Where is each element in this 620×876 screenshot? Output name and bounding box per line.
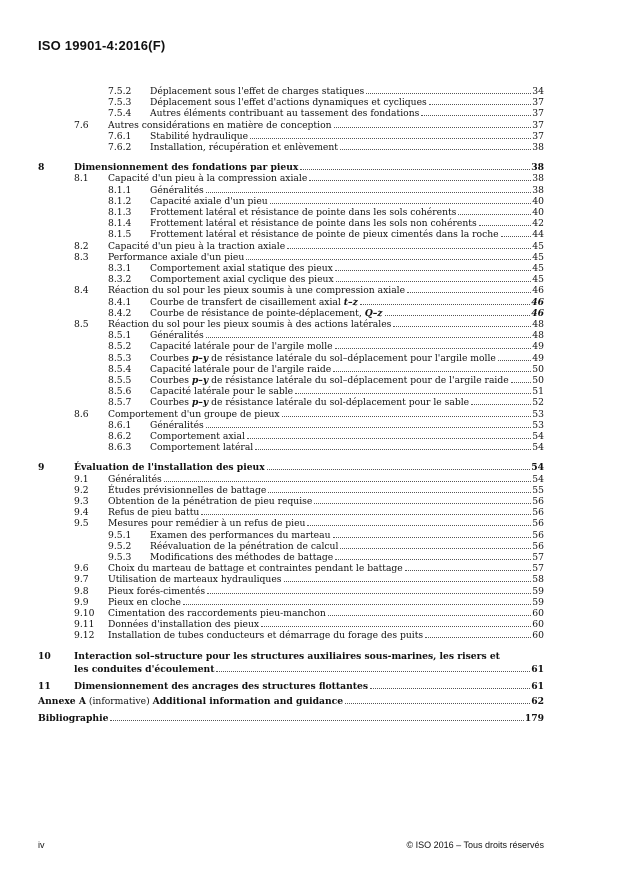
toc-entry-continuation[interactable]	[0, 664, 620, 675]
toc-entry-page: 60	[532, 619, 544, 631]
toc-entry[interactable]	[0, 507, 620, 518]
toc-entry-number: 7.5.4	[108, 108, 132, 120]
toc-entry-number: 9.5.3	[108, 552, 132, 563]
toc-entry-symbol: Q–z	[364, 307, 383, 319]
toc-entry-page: 46	[531, 296, 544, 308]
dot-leader	[425, 637, 531, 638]
toc-entry-number: 8.6.1	[108, 419, 132, 431]
toc-entry-symbol: p–y	[191, 397, 209, 409]
toc-entry-page: 54	[532, 442, 544, 454]
dot-leader	[307, 525, 531, 526]
toc-entry-page: 179	[524, 712, 544, 724]
toc-entry-title: Courbes	[150, 397, 192, 409]
toc-entry[interactable]	[0, 263, 620, 274]
toc-entry-title: Modifications des méthodes de battage	[150, 552, 334, 563]
dot-leader	[247, 438, 531, 439]
toc-entry-page: 38	[532, 184, 544, 196]
dot-leader	[333, 371, 531, 372]
toc-entry-title-rest: de résistance latérale du sol-déplacement pour le sable	[208, 397, 470, 409]
toc-entry-number: 9.6	[74, 563, 89, 575]
toc-entry-page: 45	[532, 240, 544, 252]
toc-entry-page: 54	[532, 473, 544, 485]
toc-entry-title: Courbe de résistance de pointe-déplacement,	[150, 307, 365, 319]
dot-leader	[405, 570, 532, 571]
toc-entry-page: 46	[532, 285, 544, 297]
dot-leader	[201, 514, 531, 515]
toc-entry-title: Réaction du sol pour les pieux soumis à des actions latérales	[108, 319, 392, 330]
toc-entry-number: 9.5.1	[108, 529, 132, 541]
toc-entry-number: 8.5.2	[108, 341, 132, 353]
toc-entry-title: Dimensionnement des fondations par pieux	[74, 162, 299, 174]
toc-entry-number: 9.8	[74, 585, 89, 597]
dot-leader	[421, 115, 531, 116]
toc-entry-title: Courbes	[150, 375, 192, 386]
toc-entry[interactable]	[0, 185, 620, 196]
toc-entry-number: 8.5.1	[108, 330, 132, 342]
toc-entry-title-rest: de résistance latérale du sol–déplacement pour de l'argile raide	[208, 375, 509, 386]
toc-entry-title: Généralités	[108, 473, 162, 485]
toc-entry-number: 7.5.3	[108, 97, 132, 109]
toc-entry[interactable]	[0, 86, 620, 97]
toc-entry-number: 8	[38, 162, 45, 174]
toc-entry-page: 56	[532, 529, 544, 541]
dot-leader	[511, 382, 532, 383]
toc-entry-title: Mesures pour remédier à un refus de pieu	[108, 518, 306, 530]
toc-entry[interactable]	[0, 364, 620, 375]
toc-entry-page: 48	[532, 330, 544, 342]
toc-entry-page: 50	[532, 363, 544, 375]
toc-entry-number: 8.5.6	[108, 386, 132, 398]
dot-leader	[270, 203, 532, 204]
toc-entry-page: 56	[532, 518, 544, 530]
toc-entry-page: 42	[532, 218, 544, 230]
dot-leader	[333, 537, 532, 538]
toc-annex-qualifier: (informative)	[85, 695, 153, 707]
dot-leader	[255, 449, 531, 450]
toc-entry[interactable]	[0, 330, 620, 341]
toc-entry-page: 45	[532, 274, 544, 286]
toc-entry[interactable]	[0, 586, 620, 597]
toc-entry-number: 8.6.3	[108, 442, 132, 454]
toc-entry-number: 8.4.2	[108, 307, 132, 319]
dot-leader	[366, 93, 531, 94]
dot-leader	[501, 236, 532, 237]
toc-entry[interactable]	[0, 375, 620, 386]
toc-entry-title: Pieux en cloche	[108, 596, 181, 608]
toc-entry-number: 8.3.2	[108, 274, 132, 286]
toc-entry-symbol: t–z	[343, 296, 358, 308]
dot-leader	[261, 626, 531, 627]
toc-entry-number: 8.3.1	[108, 263, 132, 274]
toc-entry-page: 44	[532, 229, 544, 241]
toc-entry[interactable]	[0, 651, 620, 662]
toc-entry-title: Frottement latéral et résistance de pointe dans les sols cohérents	[150, 207, 457, 218]
toc-entry-title: Capacité latérale pour le sable	[150, 386, 294, 398]
toc-entry[interactable]	[0, 196, 620, 207]
toc-entry-page: 49	[532, 341, 544, 353]
toc-entry[interactable]	[0, 574, 620, 585]
dot-leader	[267, 469, 531, 470]
toc-entry-page: 60	[532, 608, 544, 619]
toc-entry-number: 7.6.1	[108, 130, 132, 142]
dot-leader	[287, 248, 531, 249]
toc-entry-number: 8.6	[74, 408, 89, 420]
dot-leader	[334, 127, 532, 128]
toc-entry-page: 55	[532, 484, 544, 496]
toc-entry-title: Frottement latéral et résistance de pointe de pieux cimentés dans la roche	[150, 229, 499, 241]
toc-entry-number: 8.4	[74, 285, 89, 297]
dot-leader	[370, 688, 530, 689]
toc-entry[interactable]	[0, 608, 620, 619]
toc-entry[interactable]	[0, 386, 620, 397]
toc-entry-title: Courbe de transfert de cisaillement axial	[150, 296, 344, 308]
toc-entry[interactable]	[0, 474, 620, 485]
toc-entry-number: 8.3	[74, 251, 89, 263]
toc-entry-number: 8.5.5	[108, 375, 132, 386]
dot-leader	[458, 214, 531, 215]
toc-entry[interactable]	[0, 120, 620, 131]
toc-entry-number: 8.1	[74, 173, 89, 185]
toc-entry[interactable]	[0, 285, 620, 296]
toc-entry-title: Interaction sol–structure pour les structures auxiliaires sous-marines, les risers et	[74, 650, 500, 662]
dot-leader	[335, 270, 531, 271]
toc-entry[interactable]	[0, 713, 620, 724]
toc-entry-page: 38	[531, 162, 544, 174]
dot-leader	[407, 292, 531, 293]
dot-leader	[206, 192, 532, 193]
toc-entry-page: 60	[532, 630, 544, 642]
toc-entry-page: 49	[532, 352, 544, 364]
toc-entry-title: Utilisation de marteaux hydrauliques	[108, 574, 282, 586]
dot-leader	[183, 604, 531, 605]
toc-entry[interactable]	[0, 431, 620, 442]
toc-entry-page: 46	[531, 307, 544, 319]
toc-entry-title-line2: les conduites d'écoulement	[74, 663, 215, 675]
toc-entry-page: 59	[532, 596, 544, 608]
toc-entry[interactable]	[0, 252, 620, 263]
dot-leader	[246, 259, 531, 260]
toc-entry-number: 8.1.4	[108, 218, 132, 230]
toc-entry[interactable]	[0, 681, 620, 692]
toc-entry-number: 9.7	[74, 574, 89, 586]
toc-entry-title: Capacité axiale d'un pieu	[150, 195, 268, 207]
toc-entry-number: 8.1.2	[108, 195, 132, 207]
toc-entry-title: Capacité latérale pour de l'argile molle	[150, 341, 333, 353]
toc-entry-page: 45	[532, 251, 544, 263]
toc-entry[interactable]	[0, 409, 620, 420]
dot-leader	[328, 615, 531, 616]
toc-entry-title: Capacité d'un pieu à la traction axiale	[108, 240, 286, 252]
toc-entry-number: 8.1.1	[108, 184, 132, 196]
toc-entry-title: Comportement latéral	[150, 442, 254, 454]
dot-leader	[206, 427, 532, 428]
toc-entry-page: 52	[532, 397, 544, 409]
toc-entry-title: Bibliographie	[38, 712, 109, 724]
toc-entry-number: 8.1.5	[108, 229, 132, 241]
toc-entry-page: 58	[532, 574, 544, 586]
toc-entry-title: Autres considérations en matière de conception	[108, 119, 332, 131]
toc-entry-number: 8.1.3	[108, 207, 132, 218]
toc-entry-number: 9.2	[74, 484, 89, 496]
dot-leader	[164, 481, 532, 482]
toc-entry-title: Dimensionnement des ancrages des structures flottantes	[74, 680, 369, 692]
toc-entry-page: 54	[531, 462, 544, 474]
toc-entry-page: 48	[532, 319, 544, 330]
toc-entry-title: Obtention de la pénétration de pieu requise	[108, 496, 313, 507]
dot-leader	[300, 169, 530, 170]
toc-entry[interactable]	[0, 308, 620, 319]
dot-leader	[498, 360, 531, 361]
toc-entry-title: Courbes	[150, 352, 192, 364]
toc-entry-page: 54	[532, 431, 544, 442]
dot-leader	[340, 548, 531, 549]
toc-entry-number: 9.4	[74, 507, 89, 519]
toc-entry-title: Comportement axial cyclique des pieux	[150, 274, 334, 286]
toc-entry-symbol: p–y	[191, 375, 209, 386]
toc-entry[interactable]	[0, 274, 620, 285]
toc-entry-title: Généralités	[150, 184, 204, 196]
toc-entry[interactable]	[0, 353, 620, 364]
toc-entry-page: 51	[532, 386, 544, 398]
toc-entry-page: 59	[532, 585, 544, 597]
toc-entry[interactable]	[0, 341, 620, 352]
toc-entry-number: 9.3	[74, 496, 89, 507]
toc-entry-title-rest: de résistance latérale du sol–déplacement pour l'argile molle	[208, 352, 496, 364]
toc-entry-page: 37	[532, 119, 544, 131]
toc-entry-title: Refus de pieu battu	[108, 507, 200, 519]
dot-leader	[335, 559, 531, 560]
toc-entry-number: 9.11	[74, 619, 95, 631]
toc-entry-symbol: p–y	[191, 352, 209, 364]
toc-entry-page: 53	[532, 419, 544, 431]
toc-entry-title: Installation de tubes conducteurs et démarrage du forage des puits	[108, 630, 424, 642]
toc-entry[interactable]	[0, 142, 620, 153]
toc-entry-page: 50	[532, 375, 544, 386]
toc-entry-title: Réévaluation de la pénétration de calcul	[150, 540, 339, 552]
toc-entry[interactable]	[0, 518, 620, 529]
toc-entry-number: 9.1	[74, 473, 89, 485]
toc-entry-title: Choix du marteau de battage et contraintes pendant le battage	[108, 563, 403, 575]
dot-leader	[360, 304, 530, 305]
toc-entry[interactable]	[0, 541, 620, 552]
dot-leader	[284, 581, 532, 582]
toc-entry-page: 53	[532, 408, 544, 420]
toc-entry-title: Évaluation de l'installation des pieux	[74, 462, 265, 474]
toc-entry-title: Déplacement sous l'effet d'actions dynamiques et cycliques	[150, 97, 427, 109]
dot-leader	[295, 393, 531, 394]
dot-leader	[309, 180, 531, 181]
toc-entry[interactable]	[0, 552, 620, 563]
toc-entry[interactable]	[0, 108, 620, 119]
toc-entry-number: 8.2	[74, 240, 89, 252]
toc-entry-number: 8.4.1	[108, 296, 132, 308]
toc-entry-title: Données d'installation des pieux	[108, 619, 260, 631]
dot-leader	[314, 503, 531, 504]
toc-entry[interactable]	[0, 485, 620, 496]
toc-entry-number: 8.6.2	[108, 431, 132, 442]
toc-entry-number: 9.12	[74, 630, 95, 642]
toc-entry[interactable]	[0, 496, 620, 507]
toc-entry-title: Généralités	[150, 419, 204, 431]
toc-entry[interactable]	[0, 207, 620, 218]
toc-entry-title: Stabilité hydraulique	[150, 130, 249, 142]
toc-entry[interactable]	[0, 563, 620, 574]
toc-entry-page: 40	[532, 195, 544, 207]
toc-entry-page: 34	[532, 86, 544, 97]
toc-entry-title: Déplacement sous l'effet de charges statiques	[150, 86, 365, 97]
toc-entry-page: 40	[532, 207, 544, 218]
toc-entry[interactable]	[0, 619, 620, 630]
toc-entry-title: Capacité d'un pieu à la compression axiale	[108, 173, 308, 185]
toc-entry-title: Frottement latéral et résistance de pointe dans les sols non cohérents	[150, 218, 477, 230]
toc-entry[interactable]	[0, 319, 620, 330]
toc-entry-title: Pieux forés-cimentés	[108, 585, 206, 597]
dot-leader	[282, 416, 532, 417]
toc-entry-page: 62	[531, 695, 544, 707]
toc-entry-page: 57	[532, 552, 544, 563]
toc-entry-title: Installation, récupération et enlèvement	[150, 142, 338, 153]
toc-entry[interactable]	[0, 297, 620, 308]
toc-entry-page: 38	[532, 173, 544, 185]
toc-entry-page: 56	[532, 496, 544, 507]
dot-leader	[385, 315, 531, 316]
dot-leader	[206, 337, 532, 338]
toc-entry[interactable]	[0, 131, 620, 142]
dot-leader	[336, 281, 532, 282]
toc-entry-number: 11	[38, 680, 51, 692]
toc-entry-page: 57	[532, 563, 544, 575]
toc-entry-page: 37	[532, 130, 544, 142]
toc-entry-page: 56	[532, 540, 544, 552]
toc-annex-label: Annexe A	[38, 695, 86, 707]
toc-entry-page: 45	[532, 263, 544, 274]
toc-entry-title: Comportement axial	[150, 431, 245, 442]
toc-entry-page: 38	[532, 142, 544, 153]
toc-entry-number: 9.10	[74, 608, 95, 619]
toc-entry[interactable]	[0, 229, 620, 240]
toc-entry-page: 37	[532, 108, 544, 120]
toc-entry-number: 7.6.2	[108, 142, 132, 153]
dot-leader	[268, 492, 531, 493]
toc-entry-page: 37	[532, 97, 544, 109]
document-header: ISO 19901-4:2016(F)	[38, 38, 166, 53]
toc-entry-title: Additional information and guidance	[152, 695, 344, 707]
toc-entry-number: 7.6	[74, 119, 89, 131]
toc-entry-number: 9.9	[74, 596, 89, 608]
toc-entry[interactable]	[0, 420, 620, 431]
toc-entry-title: Réaction du sol pour les pieux soumis à une compression axiale	[108, 285, 406, 297]
dot-leader	[207, 593, 531, 594]
dot-leader	[250, 138, 531, 139]
toc-entry[interactable]	[0, 462, 620, 473]
toc-entry-page: 61	[531, 663, 544, 675]
toc-entry[interactable]	[0, 597, 620, 608]
toc-entry-number: 9.5	[74, 518, 89, 530]
toc-entry-number: 7.5.2	[108, 86, 132, 97]
toc-entry-number: 8.5.4	[108, 363, 132, 375]
dot-leader	[335, 348, 532, 349]
toc-entry[interactable]	[0, 241, 620, 252]
toc-entry-number: 9.5.2	[108, 540, 132, 552]
page-number: iv	[38, 840, 45, 850]
dot-leader	[471, 404, 531, 405]
toc-entry[interactable]	[0, 696, 620, 707]
toc-entry-title: Comportement axial statique des pieux	[150, 263, 333, 274]
toc-entry-title: Autres éléments contribuant au tassement des fondations	[150, 108, 420, 120]
toc-entry-title: Capacité latérale pour de l'argile raide	[150, 363, 332, 375]
toc-entry-title: Cimentation des raccordements pieu-manchon	[108, 608, 326, 619]
toc-entry[interactable]	[0, 218, 620, 229]
dot-leader	[216, 671, 530, 672]
toc-entry[interactable]	[0, 397, 620, 408]
dot-leader	[429, 104, 532, 105]
toc-entry[interactable]	[0, 97, 620, 108]
toc-entry-title: Comportement d'un groupe de pieux	[108, 408, 280, 420]
toc-entry-title: Examen des performances du marteau	[150, 529, 331, 541]
toc-entry-page: 56	[532, 507, 544, 519]
dot-leader	[479, 225, 532, 226]
copyright-notice: © ISO 2016 – Tous droits réservés	[406, 840, 544, 850]
toc-entry-number: 8.5.7	[108, 397, 132, 409]
toc-entry-title: Études prévisionnelles de battage	[108, 484, 267, 496]
dot-leader	[393, 326, 531, 327]
toc-entry-number: 8.5	[74, 319, 89, 330]
toc-entry-page: 61	[531, 680, 544, 692]
toc-entry-title: Performance axiale d'un pieu	[108, 251, 245, 263]
toc-entry[interactable]	[0, 630, 620, 641]
toc-entry[interactable]	[0, 442, 620, 453]
toc-entry[interactable]	[0, 530, 620, 541]
toc-entry-title: Généralités	[150, 330, 204, 342]
toc-entry-number: 9	[38, 462, 45, 474]
toc-entry[interactable]	[0, 173, 620, 184]
dot-leader	[110, 720, 523, 721]
dot-leader	[345, 703, 530, 704]
toc-entry-number: 8.5.3	[108, 352, 132, 364]
toc-entry[interactable]	[0, 162, 620, 173]
toc-entry-number: 10	[38, 650, 51, 662]
dot-leader	[340, 149, 531, 150]
